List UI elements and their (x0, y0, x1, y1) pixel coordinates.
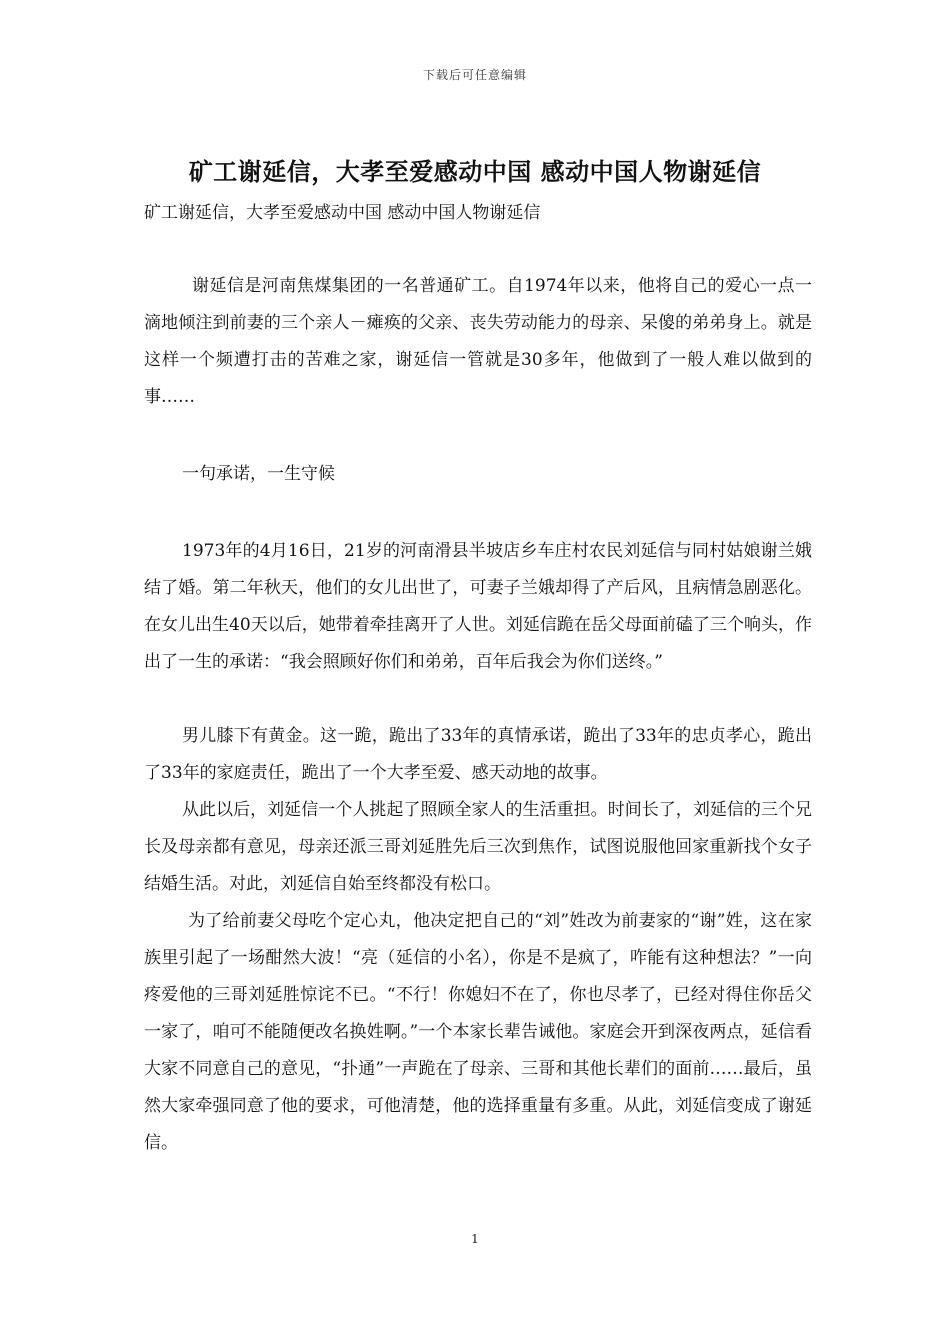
body-paragraph-1: 1973年的4月16日，21岁的河南滑县半坡店乡车庄村农民刘延信与同村姑娘谢兰娥结了婚。第二年秋天，他们的女儿出世了，可妻子兰娥却得了产后风，且病情急剧恶化。在女儿出生40天以后，她带着牵挂离开了人世。刘延信跪在岳父母面前磕了三个响头，作出了一生的承诺：“我会照顾好你们和弟弟，百年后我会为你们送终。” (144, 541, 812, 672)
header-note: 下载后可任意编辑 (422, 68, 527, 82)
body-paragraph-2: 男儿膝下有黄金。这一跪，跪出了33年的真情承诺，跪出了33年的忠贞孝心，跪出了33年的家庭责任，跪出了一个大孝至爱、感天动地的故事。 (144, 726, 812, 783)
section-heading: 一句承诺，一生守候 (182, 464, 335, 484)
document-title: 矿工谢延信，大孝至爱感动中国 感动中国人物谢延信 (188, 158, 762, 186)
body-paragraph-4: 为了给前妻父母吃个定心丸，他决定把自己的“刘”姓改为前妻家的“谢”姓，这在家族里引起了一场酣然大波！“亮（延信的小名），你是不是疯了，咋能有这种想法？”一向疼爱他的三哥刘延胜惊诧不已。“不行！你媳妇不在了，你也尽孝了，已经对得住你岳父一家了，咱可不能随便改名换姓啊。”一个本家长辈告诫他。家庭会开到深夜两点，延信看大家不同意自己的意见，“扑通”一声跪在了母亲、三哥和其他长辈们的面前……最后，虽然大家牵强同意了他的要求，可他清楚，他的选择重量有多重。从此，刘延信变成了谢延信。 (144, 911, 812, 1153)
page-number: 1 (471, 1232, 479, 1246)
document-subtitle: 矿工谢延信，大孝至爱感动中国 感动中国人物谢延信 (144, 203, 541, 223)
intro-paragraph: 谢延信是河南焦煤集团的一名普通矿工。自1974年以来，他将自己的爱心一点一滴地倾注到前妻的三个亲人－瘫痪的父亲、丧失劳动能力的母亲、呆傻的弟弟身上。就是这样一个频遭打击的苦难之家，谢延信一管就是30多年，他做到了一般人难以做到的事…… (144, 276, 812, 407)
body-paragraph-3: 从此以后，刘延信一个人挑起了照顾全家人的生活重担。时间长了，刘延信的三个兄长及母亲都有意见，母亲还派三哥刘延胜先后三次到焦作，试图说服他回家重新找个女子结婚生活。对此，刘延信自始至终都没有松口。 (144, 800, 812, 894)
